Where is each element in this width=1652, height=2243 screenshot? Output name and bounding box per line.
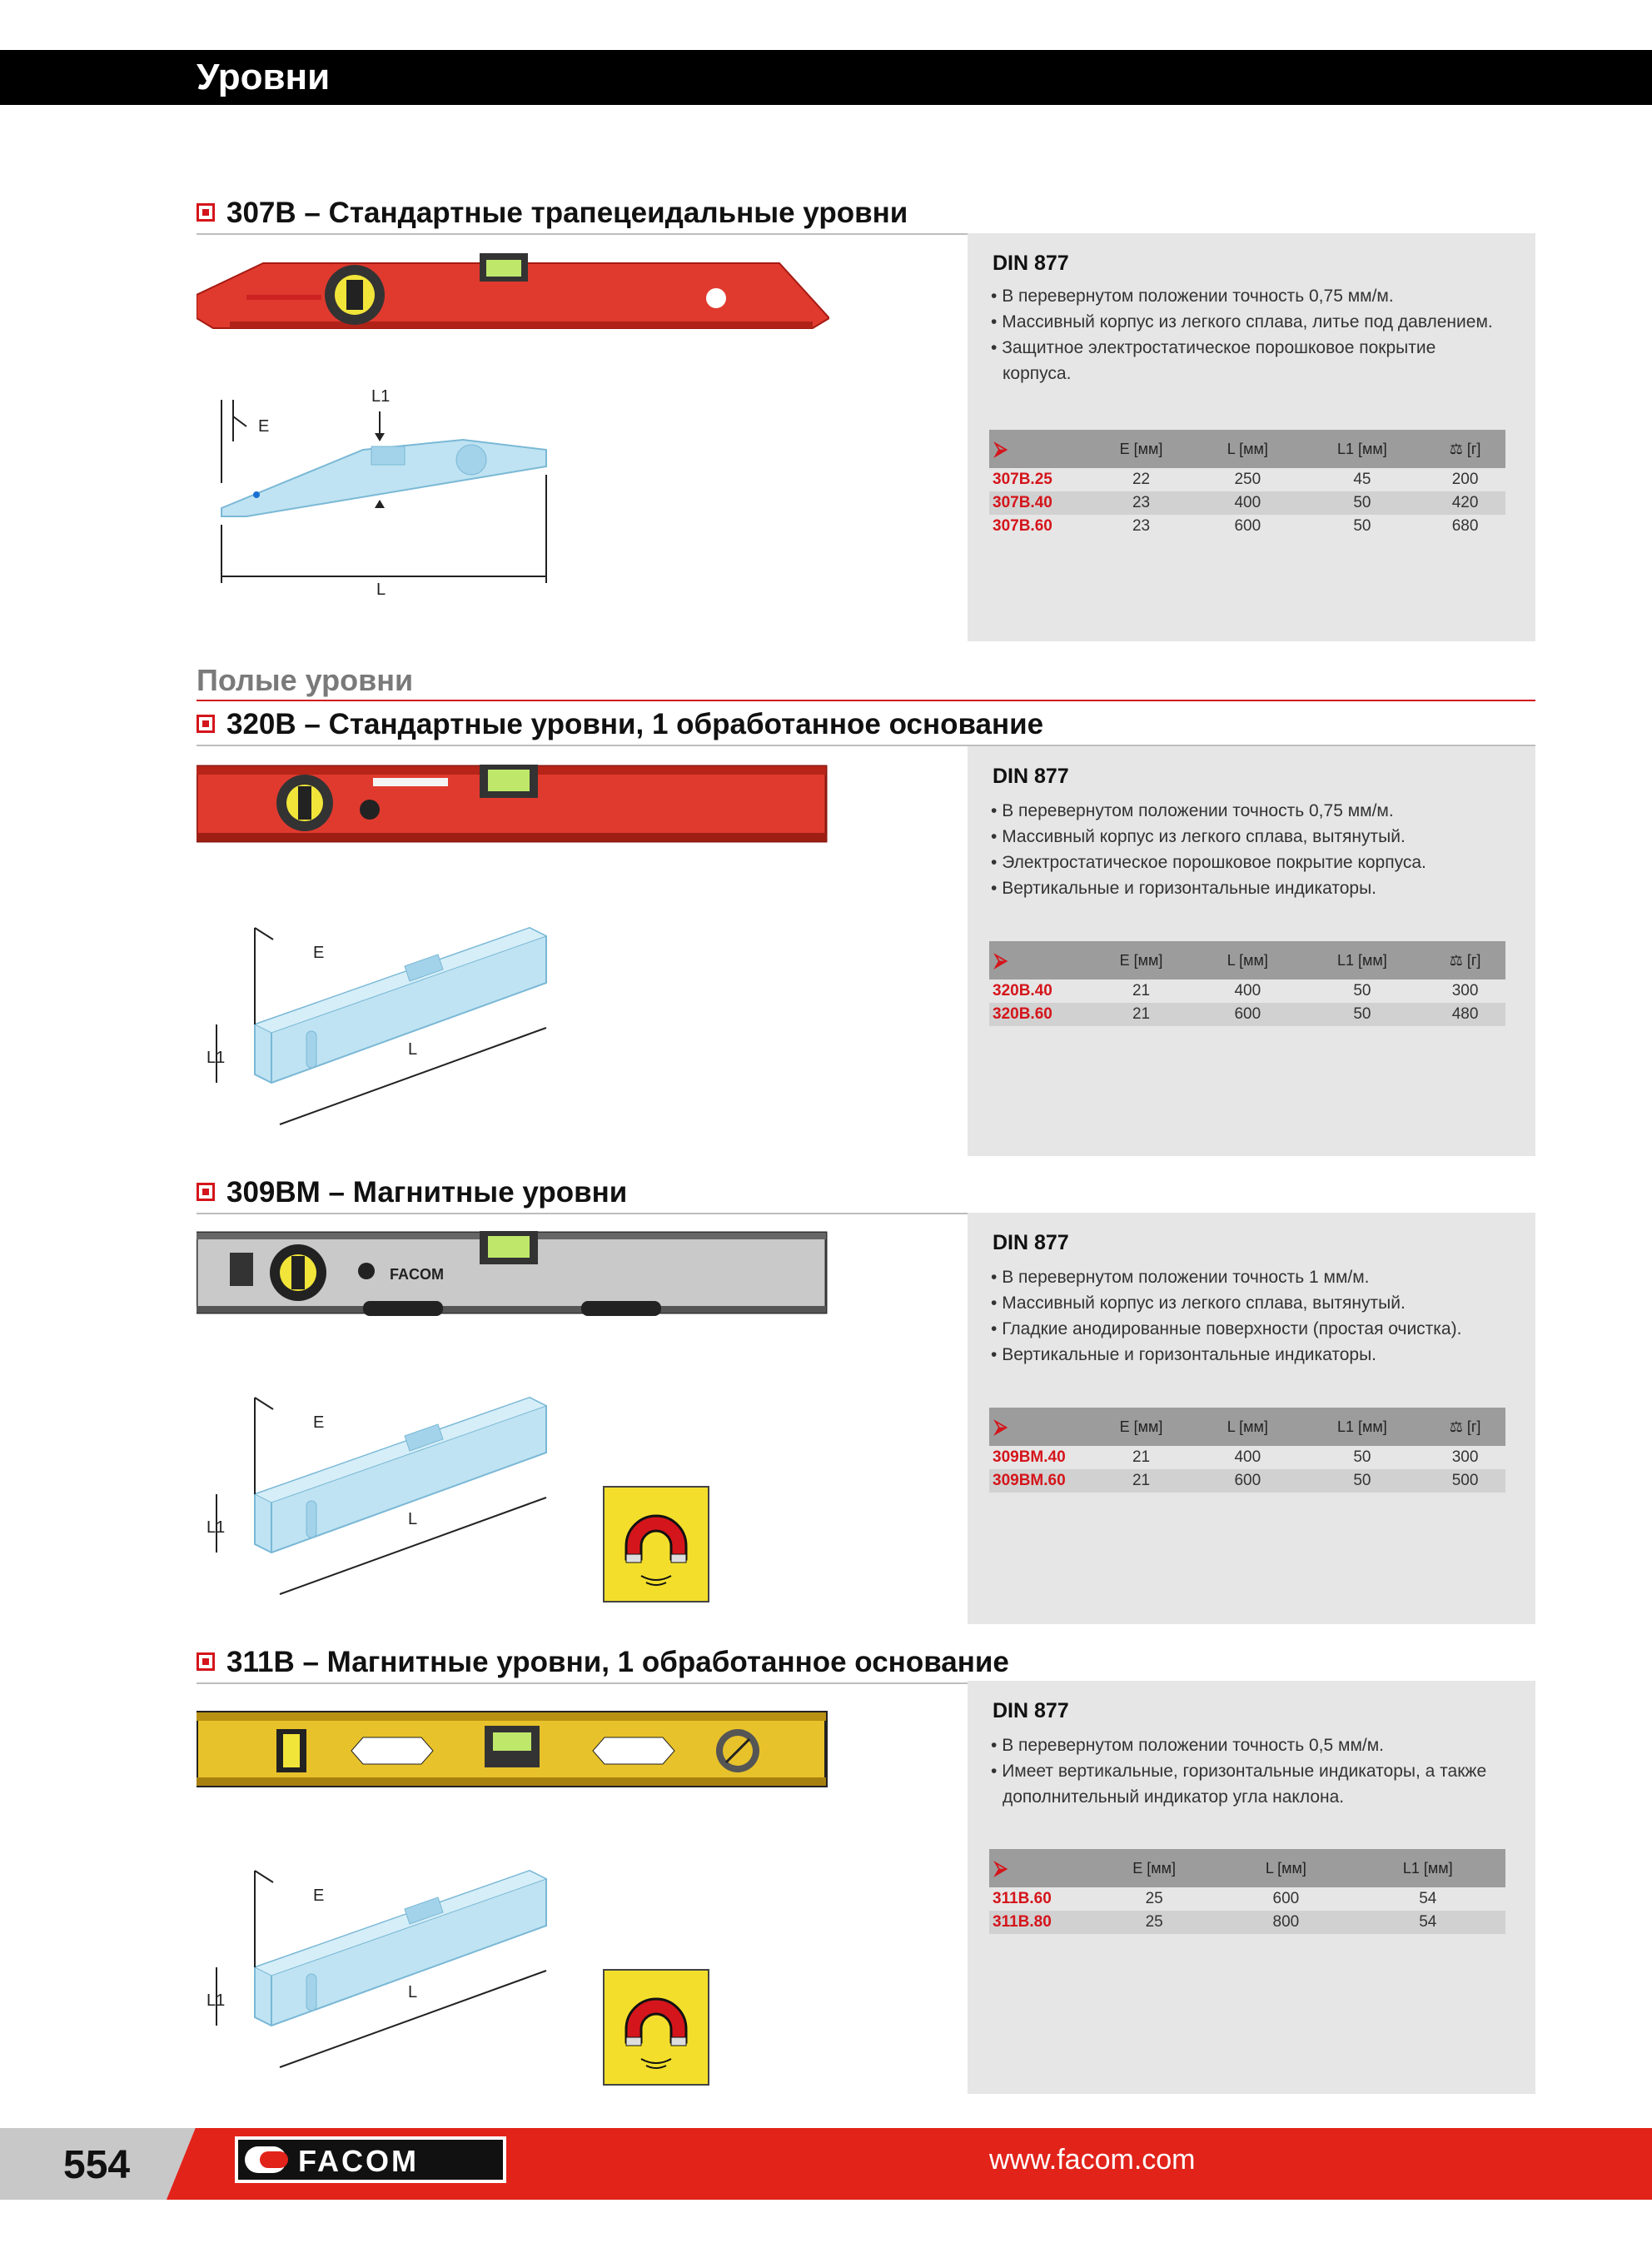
website-link[interactable]: www.facom.com [989,2144,1196,2176]
cell: 25 [1145,1890,1163,1907]
section-heading [197,197,1535,235]
cell: 500 [1425,1469,1505,1493]
cell: 600 [1272,1890,1300,1907]
col-header: L1 [мм] [1300,1408,1426,1446]
cell: 23 [1087,491,1196,515]
diagram-311b [197,1859,563,2076]
feature-list [991,1264,1507,1368]
feature-item: • Защитное электростатическое порошковое покрытие корпуса. [991,335,1507,386]
feature-item: • В перевернутом положении точность 0,75 мм/м. [991,283,1507,309]
bullet-square-icon [197,715,215,733]
feature-item: • Массивный корпус из легкого сплава, вытянутый. [991,824,1507,850]
diagram-320b [197,916,563,1133]
subheading-text: Полые уровни [197,663,414,697]
col-header: L1 [мм] [1351,1849,1505,1887]
subheading [197,663,1535,701]
standard-label: DIN 877 [993,1699,1069,1722]
cell: 800 [1222,1911,1350,1934]
spec-table [989,1849,1505,1934]
reference-cell: 311B.60 [993,1890,1052,1907]
cell: 50 [1353,1448,1371,1466]
table-row [989,468,1505,491]
section-311b [197,1646,1535,1684]
feature-item: • Массивный корпус из легкого сплава, литье под давлением. [991,309,1507,335]
reference-cell: 307B.25 [993,471,1052,488]
cell: 21 [1087,1469,1196,1493]
reference-cell: 311B.80 [989,1911,1087,1934]
label-l1: L1 [206,1518,226,1537]
section-heading [197,708,1535,746]
reference-arrow-icon: ⮚ [989,1849,1087,1887]
reference-arrow-icon: ⮚ [989,1408,1087,1446]
col-header: L1 [мм] [1300,941,1426,979]
label-e: E [313,1413,325,1432]
spec-panel-307b [968,233,1535,641]
cell: 50 [1300,491,1426,515]
section-title: 311B – Магнитные уровни, 1 обработанное основание [226,1646,1009,1678]
feature-list [991,1732,1507,1810]
label-l1: L1 [206,1991,226,2010]
feature-item: • Вертикальные и горизонтальные индикаторы. [991,1342,1507,1368]
bullet-square-icon [197,203,215,222]
reference-cell: 309BM.60 [989,1469,1087,1493]
cell: 600 [1196,1003,1300,1026]
feature-list [991,283,1507,386]
cell: 25 [1087,1911,1222,1934]
page-header-bar [0,50,1652,105]
section-title: 307B – Стандартные трапецеидальные уровни [226,197,908,229]
diagram-307b [197,366,563,600]
product-photo-307b [197,247,829,346]
table-row [989,1469,1505,1493]
section-title: 320B – Стандартные уровни, 1 обработанное основание [226,708,1044,740]
bullet-square-icon [197,1652,215,1671]
reference-arrow-icon: ⮚ [989,941,1087,979]
table-row [989,491,1505,515]
cell: 420 [1425,491,1505,515]
cell: 600 [1196,1469,1300,1493]
label-e: E [313,944,325,962]
feature-item: • В перевернутом положении точность 0,5 мм/м. [991,1732,1507,1758]
col-header: L1 [мм] [1300,430,1426,468]
cell: 400 [1234,982,1261,999]
cell: 400 [1196,491,1300,515]
cell: 50 [1353,517,1371,535]
cell: 45 [1353,471,1371,488]
cell: 21 [1132,1448,1151,1466]
table-row [989,1911,1505,1934]
feature-item: • Электростатическое порошковое покрытие корпуса. [991,850,1507,875]
product-photo-320b [197,760,829,843]
label-e: E [313,1887,325,1905]
spec-panel-320b [968,746,1535,1156]
spec-table [989,1408,1505,1493]
spec-table [989,430,1505,538]
col-header: E [мм] [1087,1849,1222,1887]
label-l: L [408,1983,418,2001]
col-header: L [мм] [1196,1408,1300,1446]
section-309bm [197,1176,1535,1214]
col-header-weight: ⚖ [г] [1425,1408,1505,1446]
section-320b [197,708,1535,746]
facom-logo [235,2136,506,2183]
diagram-309bm [197,1386,563,1602]
logo-text: FACOM [298,2144,419,2178]
cell: 400 [1234,1448,1261,1466]
label-l: L [408,1040,418,1059]
col-header: E [мм] [1087,430,1196,468]
label-l1: L1 [371,387,391,406]
feature-item: • Массивный корпус из легкого сплава, вытянутый. [991,1290,1507,1316]
reference-cell: 307B.40 [989,491,1087,515]
feature-item: • Гладкие анодированные поверхности (простая очистка). [991,1316,1507,1342]
cell: 300 [1451,1448,1479,1466]
cell: 680 [1451,517,1479,535]
label-l: L [408,1510,418,1528]
standard-label: DIN 877 [993,1231,1069,1254]
col-header-weight: ⚖ [г] [1425,430,1505,468]
reference-cell: 309BM.40 [993,1448,1066,1466]
cell: 21 [1087,1003,1196,1026]
feature-item: • В перевернутом положении точность 0,75 мм/м. [991,798,1507,824]
feature-item: • В перевернутом положении точность 1 мм/м. [991,1264,1507,1290]
table-row [989,1003,1505,1026]
cell: 480 [1425,1003,1505,1026]
cell: 50 [1300,1003,1426,1026]
label-e: E [258,417,270,436]
table-row [989,515,1505,538]
cell: 23 [1132,517,1151,535]
cell: 21 [1132,982,1151,999]
cell: 50 [1300,1469,1426,1493]
table-row [989,979,1505,1003]
page-number: 554 [63,2143,131,2187]
reference-cell: 320B.60 [989,1003,1087,1026]
col-header: L [мм] [1196,430,1300,468]
section-title: 309BM – Магнитные уровни [226,1176,628,1209]
spec-panel-311b [968,1681,1535,2094]
cell: 200 [1451,471,1479,488]
feature-list [991,798,1507,901]
magnet-icon [603,1969,709,2086]
col-header: L [мм] [1222,1849,1350,1887]
product-photo-309bm [197,1228,829,1319]
section-heading [197,1646,1535,1684]
page-title: Уровни [197,57,331,97]
weight-icon: ⚖ [1449,1418,1467,1435]
feature-item: • Вертикальные и горизонтальные индикаторы. [991,875,1507,901]
cell: 54 [1419,1890,1437,1907]
brand-mark: FACOM [390,1266,444,1283]
section-heading [197,1176,1535,1214]
reference-cell: 320B.40 [993,982,1052,999]
table-row [989,1446,1505,1469]
spec-table [989,941,1505,1026]
col-header: E [мм] [1087,1408,1196,1446]
col-header: E [мм] [1087,941,1196,979]
bullet-square-icon [197,1183,215,1201]
label-l: L [376,581,386,599]
col-header: L [мм] [1196,941,1300,979]
reference-cell: 307B.60 [993,517,1052,535]
cell: 54 [1351,1911,1505,1934]
weight-icon: ⚖ [1449,440,1467,457]
cell: 50 [1353,982,1371,999]
cell: 300 [1451,982,1479,999]
col-header-weight: ⚖ [г] [1425,941,1505,979]
section-307b [197,197,1535,235]
reference-arrow-icon: ⮚ [989,430,1087,468]
cell: 22 [1132,471,1151,488]
standard-label: DIN 877 [993,252,1069,275]
feature-item: • Имеет вертикальные, горизонтальные индикаторы, а также дополнительный индикатор угла наклона. [991,1758,1507,1810]
weight-icon: ⚖ [1449,951,1467,969]
label-l1: L1 [206,1049,226,1067]
table-row [989,1887,1505,1911]
spec-panel-309bm [968,1213,1535,1624]
product-photo-311b [197,1704,829,1796]
cell: 250 [1234,471,1261,488]
standard-label: DIN 877 [993,765,1069,788]
cell: 600 [1234,517,1261,535]
magnet-icon [603,1486,709,1602]
